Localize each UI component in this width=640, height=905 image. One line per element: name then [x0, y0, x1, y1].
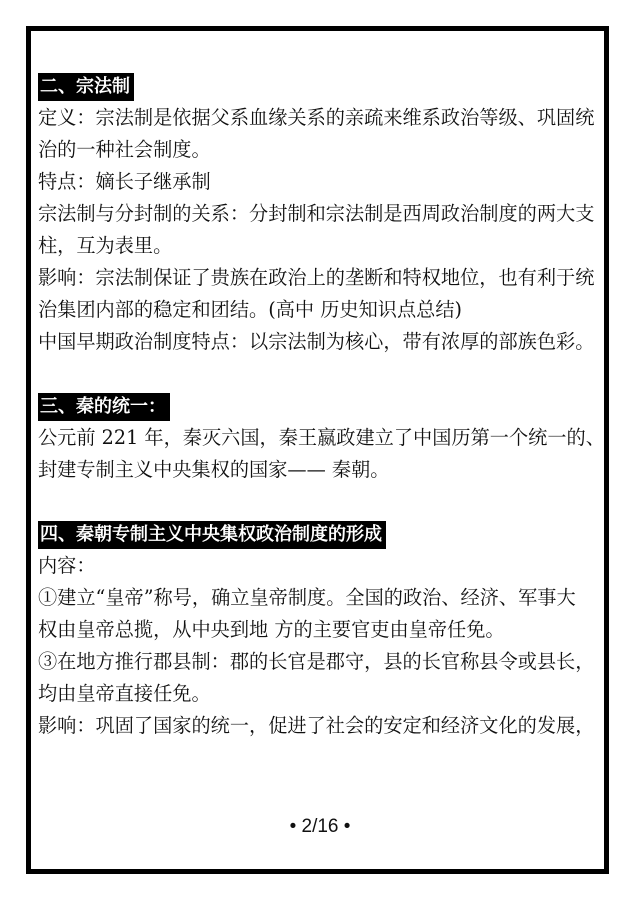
page-number: • 2/16 • [289, 816, 351, 837]
section-2-line: 定义：宗法制是依据父系血缘关系的亲疏来维系政治等级、巩固统 [38, 106, 595, 129]
section-2-heading: 二、宗法制 [38, 73, 134, 101]
section-2-line: 特点：嫡长子继承制 [38, 170, 211, 193]
section-4-line: ①建立“皇帝”称号，确立皇帝制度。全国的政治、经济、军事大 [38, 586, 576, 609]
section-4-line: 影响：巩固了国家的统一，促进了社会的安定和经济文化的发展， [38, 714, 595, 737]
section-2-line: 治集团内部的稳定和团结。(高中 历史知识点总结) [38, 298, 463, 321]
section-4-line: 权由皇帝总揽，从中央到地 方的主要官吏由皇帝任免。 [38, 618, 505, 641]
section-2-line: 宗法制与分封制的关系：分封制和宗法制是西周政治制度的两大支 [38, 202, 595, 225]
section-3-line: 封建专制主义中央集权的国家—— 秦朝。 [38, 458, 390, 481]
section-4-line: ③在地方推行郡县制：郡的长官是郡守，县的长官称县令或县长， [38, 650, 595, 673]
document-body [38, 70, 606, 742]
section-3-line: 公元前 221 年，秦灭六国，秦王嬴政建立了中国历第一个统一的、 [38, 426, 605, 449]
section-2-line: 柱，互为表里。 [38, 234, 173, 257]
section-2-line: 中国早期政治制度特点：以宗法制为核心，带有浓厚的部族色彩。 [38, 330, 595, 353]
section-4-line: 均由皇帝直接任免。 [38, 682, 211, 705]
section-3-heading-row [38, 390, 606, 422]
section-2-line: 影响：宗法制保证了贵族在政治上的垄断和特权地位，也有利于统 [38, 266, 595, 289]
section-4-line: 内容： [38, 554, 96, 577]
section-spacer [38, 358, 606, 390]
section-3-heading: 三、秦的统一： [38, 393, 170, 421]
section-4-heading-row [38, 518, 606, 550]
section-2-heading-row [38, 70, 606, 102]
section-2-line: 治的一种社会制度。 [38, 138, 211, 161]
section-spacer [38, 486, 606, 518]
section-4-heading: 四、秦朝专制主义中央集权政治制度的形成 [38, 521, 386, 549]
